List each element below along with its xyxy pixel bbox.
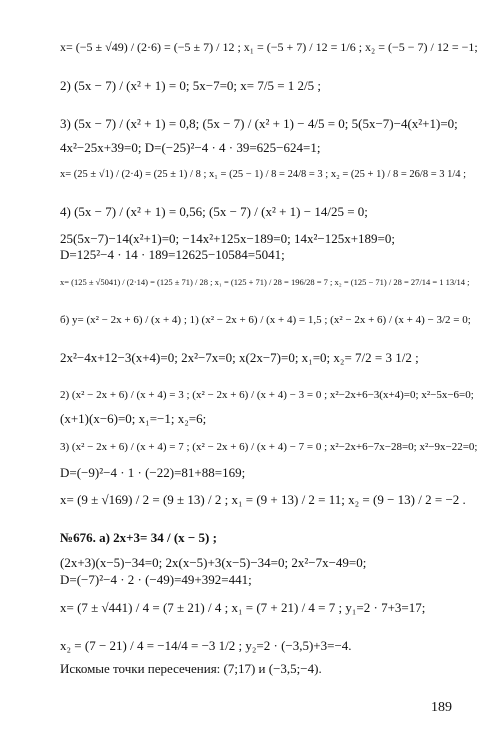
solution-line: 3) (x² − 2x + 6) / (x + 4) = 7 ; (x² − 2x + 6) / (x + 4) − 7 = 0 ; x²−2x+6−7x−28=0; x²−9x−22=0; <box>60 441 478 453</box>
solution-line: 2) (5x − 7) / (x² + 1) = 0; 5x−7=0; x= 7/5 = 1 2/5 ; <box>60 78 322 93</box>
solution-line: D=125²−4 · 14 · 189=12625−10584=5041; <box>60 247 285 262</box>
solution-line: x= (−5 ± √49) / (2·6) = (−5 ± 7) / 12 ; x₁ = (−5 + 7) / 12 = 1/6 ; x₂ = (−5 − 7) / 12 = −1; <box>60 40 478 54</box>
solution-line: 4x²−25x+39=0; D=(−25)²−4 · 4 · 39=625−624=1; <box>60 140 321 155</box>
solution-line: 4) (5x − 7) / (x² + 1) = 0,56; (5x − 7) / (x² + 1) − 14/25 = 0; <box>60 204 368 219</box>
solution-line: 25(5x−7)−14(x²+1)=0; −14x²+125x−189=0; 14x²−125x+189=0; <box>60 231 395 246</box>
solution-line: (2x+3)(x−5)−34=0; 2x(x−5)+3(x−5)−34=0; 2x²−7x−49=0; <box>60 555 367 570</box>
solution-line: 3) (5x − 7) / (x² + 1) = 0,8; (5x − 7) / (x² + 1) − 4/5 = 0; 5(5x−7)−4(x²+1)=0; <box>60 116 458 131</box>
solution-line: x= (125 ± √5041) / (2·14) = (125 ± 71) / 28 ; x₁ = (125 + 71) / 28 = 196/28 = 7 ; x₂ = (125 − 71) / 28 = 27/14 = 1 13/14 ; <box>60 277 470 287</box>
solution-line: б) y= (x² − 2x + 6) / (x + 4) ; 1) (x² − 2x + 6) / (x + 4) = 1,5 ; (x² − 2x + 6) / (x + 4) − 3/2 = 0; <box>60 314 471 326</box>
page-number: 189 <box>431 700 452 715</box>
answer-line: Искомые точки пересечения: (7;17) и (−3,5;−4). <box>60 661 322 676</box>
solution-line: 2) (x² − 2x + 6) / (x + 4) = 3 ; (x² − 2x + 6) / (x + 4) − 3 = 0 ; x²−2x+6−3(x+4)=0; x²−5x−6=0; <box>60 389 474 401</box>
solution-line: x= (25 ± √1) / (2·4) = (25 ± 1) / 8 ; x₁ = (25 − 1) / 8 = 24/8 = 3 ; x₂ = (25 + 1) / 8 = 26/8 = 3 1/4 ; <box>60 169 467 180</box>
solution-line: 2x²−4x+12−3(x+4)=0; 2x²−7x=0; x(2x−7)=0; x₁=0; x₂= 7/2 = 3 1/2 ; <box>60 350 419 365</box>
solution-line: (x+1)(x−6)=0; x₁=−1; x₂=6; <box>60 411 207 426</box>
solution-line: x= (9 ± √169) / 2 = (9 ± 13) / 2 ; x₁ = (9 + 13) / 2 = 11; x₂ = (9 − 13) / 2 = −2 . <box>60 492 466 507</box>
problem-heading: №676. а) 2x+3= 34 / (x − 5) ; <box>60 530 217 545</box>
solution-line: x₂ = (7 − 21) / 4 = −14/4 = −3 1/2 ; y₂=2 · (−3,5)+3=−4. <box>60 638 352 653</box>
solution-line: x= (7 ± √441) / 4 = (7 ± 21) / 4 ; x₁ = (7 + 21) / 4 = 7 ; y₁=2 · 7+3=17; <box>60 600 426 615</box>
solution-line: D=(−7)²−4 · 2 · (−49)=49+392=441; <box>60 572 252 587</box>
solution-line: D=(−9)²−4 · 1 · (−22)=81+88=169; <box>60 465 246 480</box>
